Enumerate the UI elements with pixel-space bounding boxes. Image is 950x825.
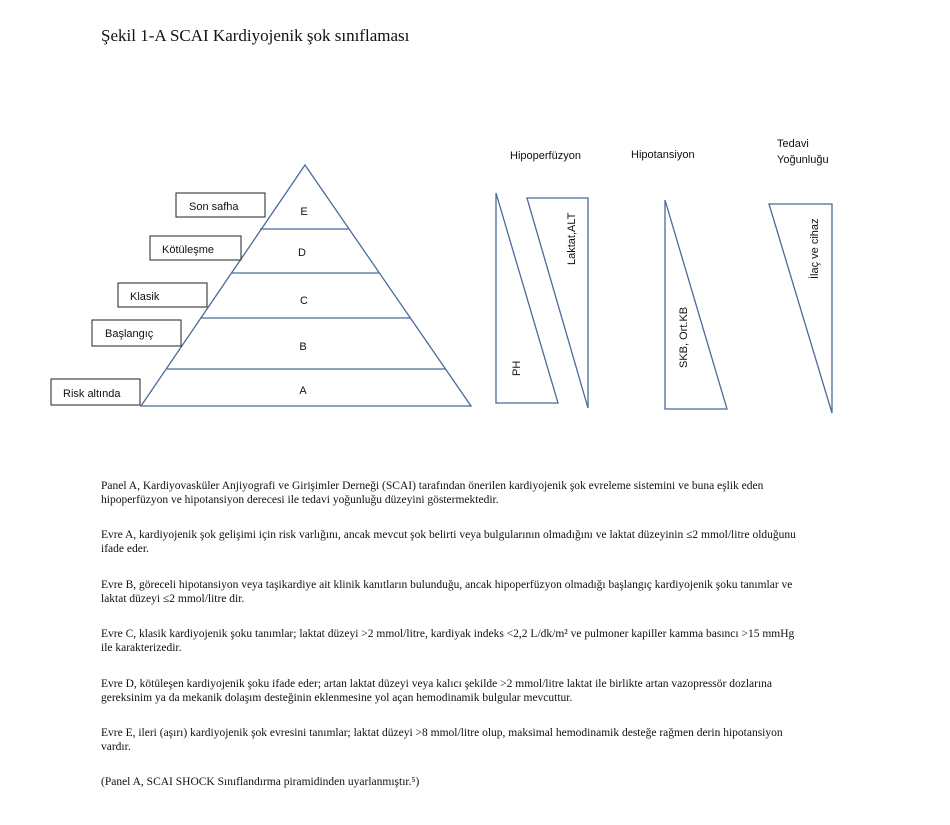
header-hypoperfusion: Hipoperfüzyon bbox=[510, 150, 581, 162]
stage-label-baslangic: Başlangıç bbox=[105, 328, 154, 340]
paragraph-source: (Panel A, SCAI SHOCK Sınıflandırma piramidinden uyarlanmıştır.⁵) bbox=[101, 776, 420, 788]
hypoperfusion-lactate-triangle bbox=[527, 198, 588, 408]
lactate-alt-label: Laktat,ALT bbox=[566, 212, 578, 265]
skb-label: SKB, Ort.KB bbox=[678, 306, 690, 368]
header-intensity-line2: Yoğunluğu bbox=[777, 154, 829, 166]
hypoperfusion-ph-triangle bbox=[496, 193, 558, 403]
ph-label: PH bbox=[511, 360, 523, 376]
pyramid-level-d: D bbox=[298, 247, 306, 259]
paragraph-stage-d: Evre D, kötüleşen kardiyojenik şoku ifade eder; artan laktat düzeyi veya kalıcı şekilde >2 mmol/litre laktat ile birlikte artan vazopressör dozlarına gereksinim ya da mekanik dolaşım desteğinin eklenmesine yol açan hemodinamik bulgular mevcuttur. bbox=[101, 678, 773, 704]
paragraph-stage-b: Evre B, göreceli hipotansiyon veya taşikardiye ait klinik kanıtların bulunduğu, ancak hipoperfüzyon olmadığı başlangıç kardiyojenik şoku tanımlar ve laktat düzeyi ≤2 mmol/litre dir. bbox=[101, 579, 793, 605]
hypotension-triangle bbox=[665, 200, 727, 409]
pyramid-level-c: C bbox=[300, 295, 308, 307]
figure-title: Şekil 1-A SCAI Kardiyojenik şok sınıflaması bbox=[101, 26, 410, 45]
paragraph-panel-a: Panel A, Kardiyovasküler Anjiyografi ve Girişimler Derneği (SCAI) tarafından önerilen kardiyojenik şok evreleme sistemini ve buna eşlik eden hipoperfüzyon ve hipotansiyon derecesi ile tedavi yoğunluğu düzeyini göstermektedir. bbox=[101, 480, 764, 506]
intensity-triangle bbox=[769, 204, 832, 413]
pyramid-level-b: B bbox=[299, 341, 307, 353]
paragraph-stage-e: Evre E, ileri (aşırı) kardiyojenik şok evresini tanımlar; laktat düzeyi >8 mmol/litre olup, maksimal hemodinamik desteğe rağmen derin hipotansiyon vardır. bbox=[101, 727, 783, 753]
stage-label-risk-altinda: Risk altında bbox=[63, 388, 121, 400]
pyramid-level-a: A bbox=[299, 385, 307, 397]
stage-label-klasik: Klasik bbox=[130, 291, 160, 303]
paragraph-stage-a: Evre A, kardiyojenik şok gelişimi için risk varlığını, ancak mevcut şok belirti veya bulgularının olmadığını ve laktat düzeyinin ≤2 mmol/litre olduğunu ifade eder. bbox=[101, 529, 796, 555]
header-intensity-line1: Tedavi bbox=[777, 138, 809, 150]
paragraph-stage-c: Evre C, klasik kardiyojenik şoku tanımlar; laktat düzeyi >2 mmol/litre, kardiyak indeks <2,2 L/dk/m² ve pulmoner kapiller kamma basıncı >15 mmHg ile karakterizedir. bbox=[101, 628, 795, 654]
stage-label-son-safha: Son safha bbox=[189, 201, 239, 213]
header-hypotension: Hipotansiyon bbox=[631, 149, 695, 161]
drug-device-label: İlaç ve cihaz bbox=[809, 218, 821, 279]
pyramid-level-e: E bbox=[300, 206, 308, 218]
stage-label-kotulesme: Kötüleşme bbox=[162, 244, 214, 256]
